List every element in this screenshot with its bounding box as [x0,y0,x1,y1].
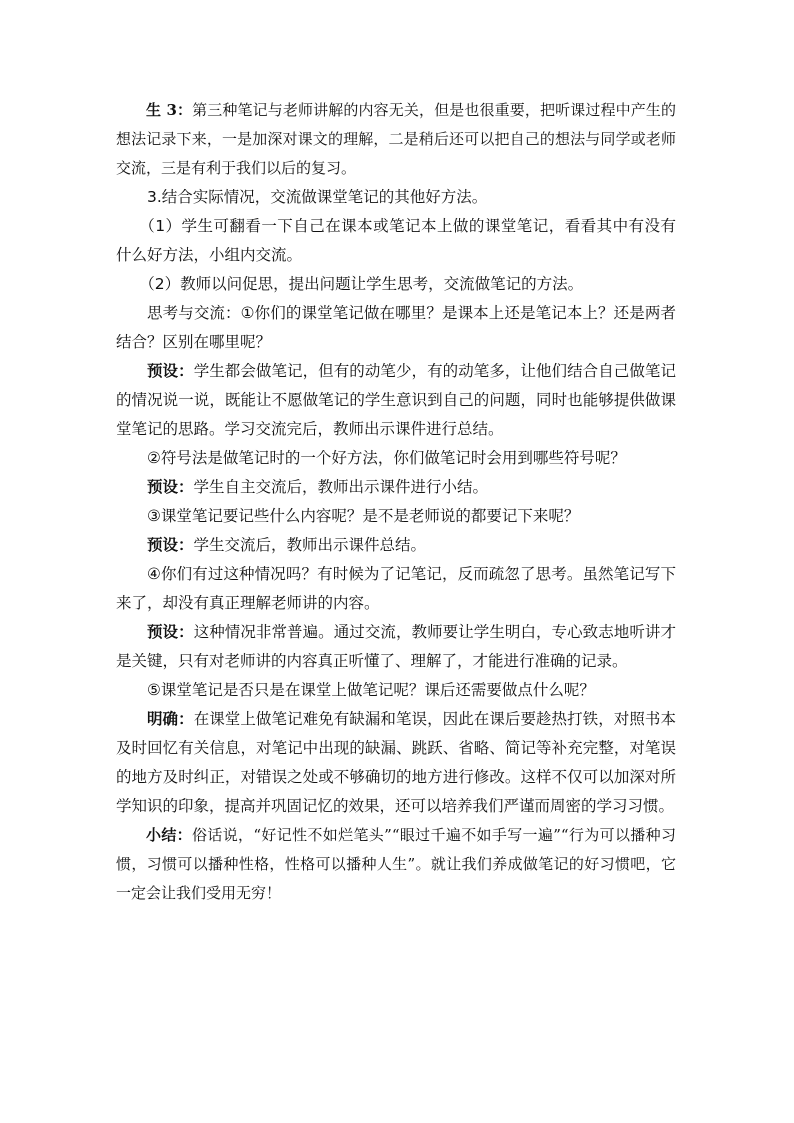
paragraph-label: 小结： [146,826,193,844]
paragraph-text: 俗话说，“好记性不如烂笔头”“眼过千遍不如手写一遍”“行为可以播种习惯，习惯可以播种性格，性格可以播种人生”。就让我们养成做笔记的好习惯吧，它一定会让我们受用无穷！ [116,826,676,902]
document-body [116,96,676,908]
paragraph-text: 学生都会做笔记，但有的动笔少，有的动笔多，让他们结合自己做笔记的情况说一说，既能让不愿做笔记的学生意识到自己的问题，同时也能够提供做课堂笔记的思路。学习交流完后，教师出示课件进行总结。 [116,362,676,438]
paragraph-text: 学生交流后，教师出示课件总结。 [193,536,427,554]
paragraph-summary [116,821,676,908]
paragraph-step-3 [116,183,676,212]
paragraph-preset-1 [116,357,676,444]
paragraph-text: 学生自主交流后，教师出示课件进行小结。 [193,478,489,496]
paragraph-label: 预设： [147,623,194,641]
paragraph-student-3 [116,96,676,183]
paragraph-preset-2 [116,473,676,502]
paragraph-think-exchange [116,299,676,357]
paragraph-text: （2）教师以问促思，提出问题让学生思考，交流做笔记的方法。 [139,275,584,293]
paragraph-sub-2 [116,270,676,299]
paragraph-label: 预设： [147,478,194,496]
paragraph-text: 思考与交流：①你们的课堂笔记做在哪里？是课本上还是笔记本上？还是两者结合？区别在哪里呢？ [116,304,676,351]
paragraph-question-2 [116,444,676,473]
paragraph-label: 预设： [147,362,194,380]
paragraph-text: 第三种笔记与老师讲解的内容无关，但是也很重要，把听课过程中产生的想法记录下来，一是加深对课文的理解，二是稍后还可以把自己的想法与同学或老师交流，三是有利于我们以后的复习。 [116,101,676,177]
paragraph-text: 在课堂上做笔记难免有缺漏和笔误，因此在课后要趁热打铁，对照书本及时回忆有关信息，对笔记中出现的缺漏、跳跃、省略、简记等补充完整，对笔误的地方及时纠正，对错误之处或不够确切的地方进行修改。这样不仅可以加深对所学知识的印象，提高并巩固记忆的效果，还可以培养我们严谨而周密的学习习惯。 [116,710,676,815]
paragraph-preset-4 [116,618,676,676]
paragraph-label: 明确： [147,710,194,728]
paragraph-text: ④你们有过这种情况吗？有时候为了记笔记，反而疏忽了思考。虽然笔记写下来了，却没有真正理解老师讲的内容。 [116,565,676,612]
paragraph-clarify [116,705,676,821]
paragraph-sub-1 [116,212,676,270]
paragraph-text: ③课堂笔记要记些什么内容呢？是不是老师说的都要记下来呢？ [147,507,580,525]
paragraph-text: 这种情况非常普遍。通过交流，教师要让学生明白，专心致志地听讲才是关键，只有对老师讲的内容真正听懂了、理解了，才能进行准确的记录。 [116,623,676,670]
paragraph-text: ⑤课堂笔记是否只是在课堂上做笔记呢？课后还需要做点什么呢？ [147,681,595,699]
paragraph-question-5 [116,676,676,705]
paragraph-preset-3 [116,531,676,560]
paragraph-text: 3.结合实际情况，交流做课堂笔记的其他好方法。 [147,188,488,206]
paragraph-question-4 [116,560,676,618]
paragraph-label: 生 3： [146,101,193,119]
paragraph-text: （1）学生可翻看一下自己在课本或笔记本上做的课堂笔记，看看其中有没有什么好方法，小组内交流。 [116,217,676,264]
paragraph-text: ②符号法是做笔记时的一个好方法，你们做笔记时会用到哪些符号呢？ [147,449,626,467]
paragraph-label: 预设： [147,536,194,554]
paragraph-question-3 [116,502,676,531]
